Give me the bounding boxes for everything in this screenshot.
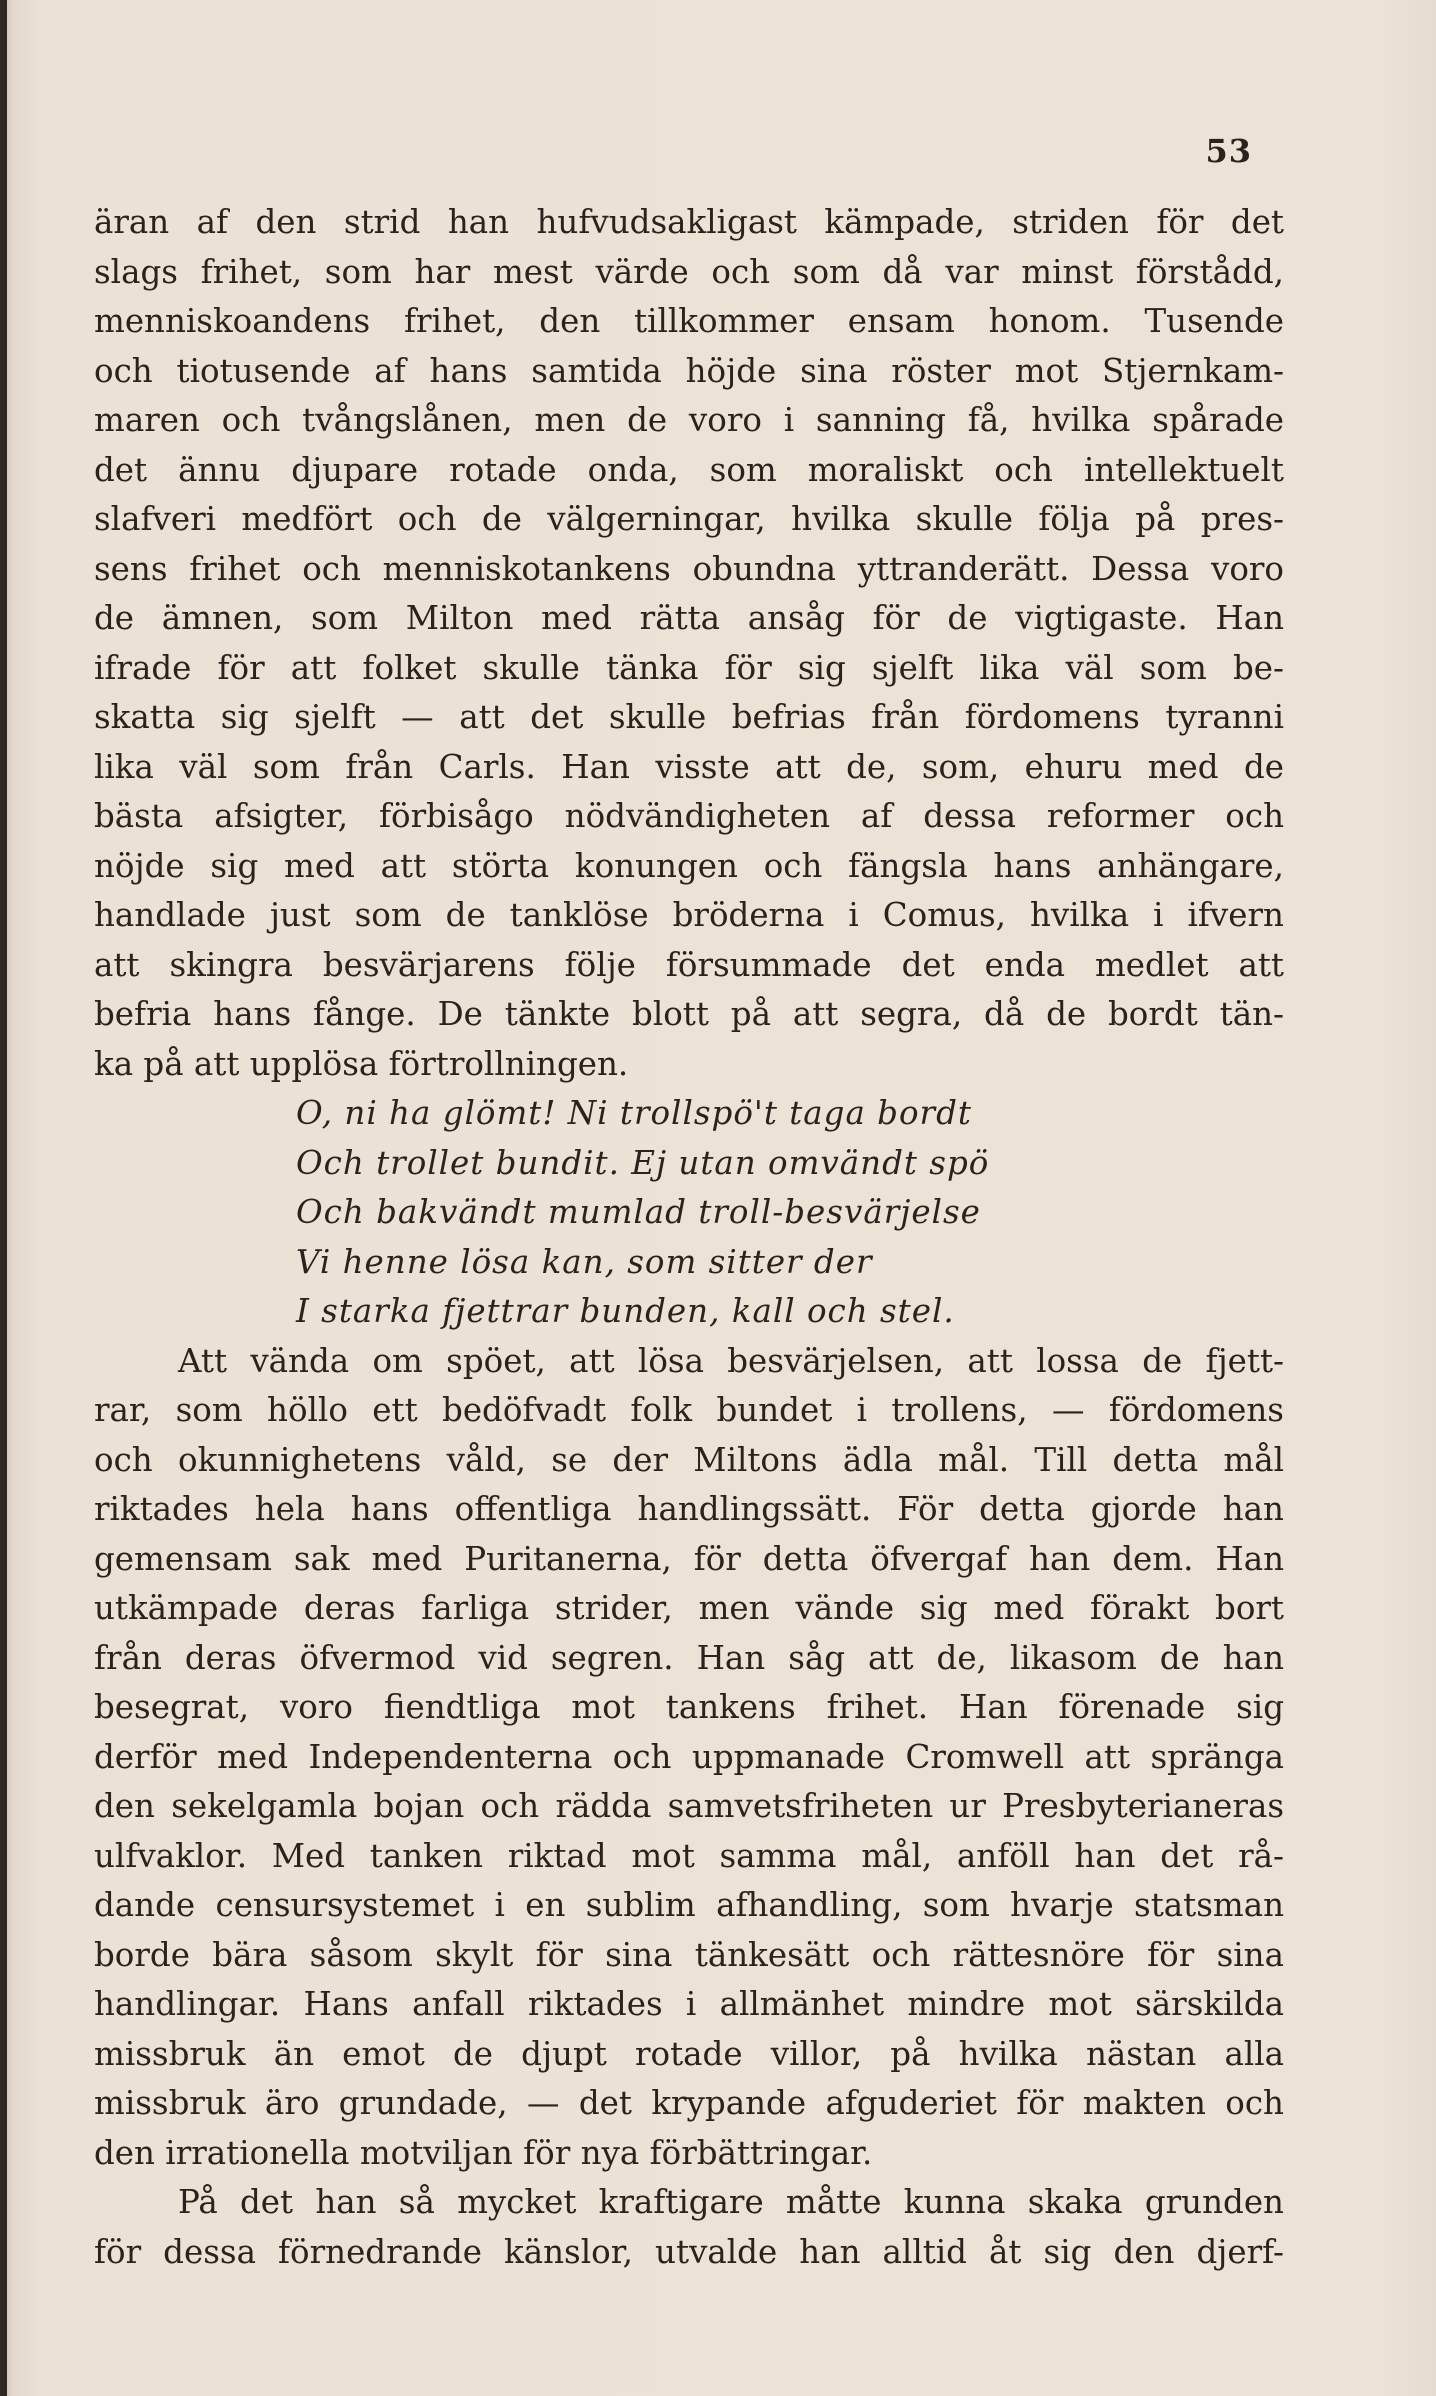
text-line: skatta sig sjelft — att det skulle befrias från fördomens tyranni [94,698,1284,736]
text-line: ulfvaklor. Med tanken riktad mot samma mål, anföll han det rå- [94,1836,1284,1875]
text-line: sens frihet och menniskotankens obundna yttranderätt. Dessa voro [94,549,1284,588]
text-line: dande censursystemet i en sublim afhandling, som hvarje statsman [94,1886,1284,1924]
text-line: missbruk äro grundade, — det krypande afguderiet för makten och [94,2084,1284,2122]
text-line: de ämnen, som Milton med rätta ansåg för de vigtigaste. Han [94,599,1284,637]
page-binding-edge [0,0,7,2396]
text-line: Att vända om spöet, att lösa besvärjelsen, att lossa de fjett- [178,1341,1284,1380]
text-line: och okunnighetens våld, se der Miltons ädla mål. Till detta mål [94,1440,1284,1479]
text-line: den sekelgamla bojan och rädda samvetsfriheten ur Presbyterianeras [94,1787,1284,1825]
text-line: På det han så mycket kraftigare måtte kunna skaka grunden [178,2183,1284,2221]
text-line: äran af den strid han hufvudsakligast kämpade, striden för det [94,203,1284,241]
text-line: handlingar. Hans anfall riktades i allmänhet mindre mot särskilda [94,1985,1284,2023]
verse-line: Och trollet bundit. Ej utan omvändt spö [296,1143,990,1182]
text-line: det ännu djupare rotade onda, som moraliskt och intellektuelt [94,450,1284,489]
verse-line: Vi henne lösa kan, som sitter der [296,1242,873,1281]
page-number: 53 [1205,132,1252,170]
text-line: bästa afsigter, förbisågo nödvändigheten af dessa reformer och [94,797,1284,835]
verse-line: Och bakvändt mumlad troll-besvärjelse [296,1193,981,1231]
text-line: gemensam sak med Puritanerna, för detta öfvergaf han dem. Han [94,1539,1284,1578]
text-line: den irrationella motviljan för nya förbättringar. [94,2133,873,2172]
text-line: missbruk än emot de djupt rotade villor, på hvilka nästan alla [94,2034,1284,2073]
text-line: lika väl som från Carls. Han visste att de, som, ehuru med de [94,747,1284,786]
text-line: ka på att upplösa förtrollningen. [94,1044,629,1083]
text-line: rar, som höllo ett bedöfvadt folk bundet i trollens, — fördomens [94,1391,1284,1429]
text-line: derför med Independenterna och uppmanade Cromwell att spränga [94,1737,1284,1776]
text-line: handlade just som de tanklöse bröderna i Comus, hvilka i ifvern [94,896,1284,934]
text-line: besegrat, voro fiendtliga mot tankens frihet. Han förenade sig [94,1688,1284,1726]
text-line: slafveri medfört och de välgerningar, hvilka skulle följa på pres- [94,500,1284,538]
text-line: för dessa förnedrande känslor, utvalde han alltid åt sig den djerf- [94,2232,1284,2271]
text-line: riktades hela hans offentliga handlingssätt. För detta gjorde han [94,1490,1284,1528]
verse-line: O, ni ha glömt! Ni trollspö't taga bordt [296,1094,972,1132]
text-line: från deras öfvermod vid segren. Han såg att de, likasom de han [94,1638,1284,1677]
page-text [94,198,1284,2277]
text-line: slags frihet, som har mest värde och som då var minst förstådd, [94,252,1284,291]
text-line: borde bära såsom skylt för sina tänkesätt och rättesnöre för sina [94,1935,1284,1974]
text-line: befria hans fånge. De tänkte blott på att segra, då de bordt tän- [94,995,1284,1033]
text-line: ifrade för att folket skulle tänka för sig sjelft lika väl som be- [94,648,1284,687]
verse-line: I starka fjettrar bunden, kall och stel. [296,1292,955,1330]
text-line: utkämpade deras farliga strider, men vände sig med förakt bort [94,1589,1284,1627]
text-line: menniskoandens frihet, den tillkommer ensam honom. Tusende [94,302,1284,340]
text-line: nöjde sig med att störta konungen och fängsla hans anhängare, [94,846,1284,885]
text-line: och tiotusende af hans samtida höjde sina röster mot Stjernkam- [94,351,1284,390]
text-line: maren och tvångslånen, men de voro i sanning få, hvilka spårade [94,401,1284,439]
text-line: att skingra besvärjarens följe försummade det enda medlet att [94,945,1284,984]
